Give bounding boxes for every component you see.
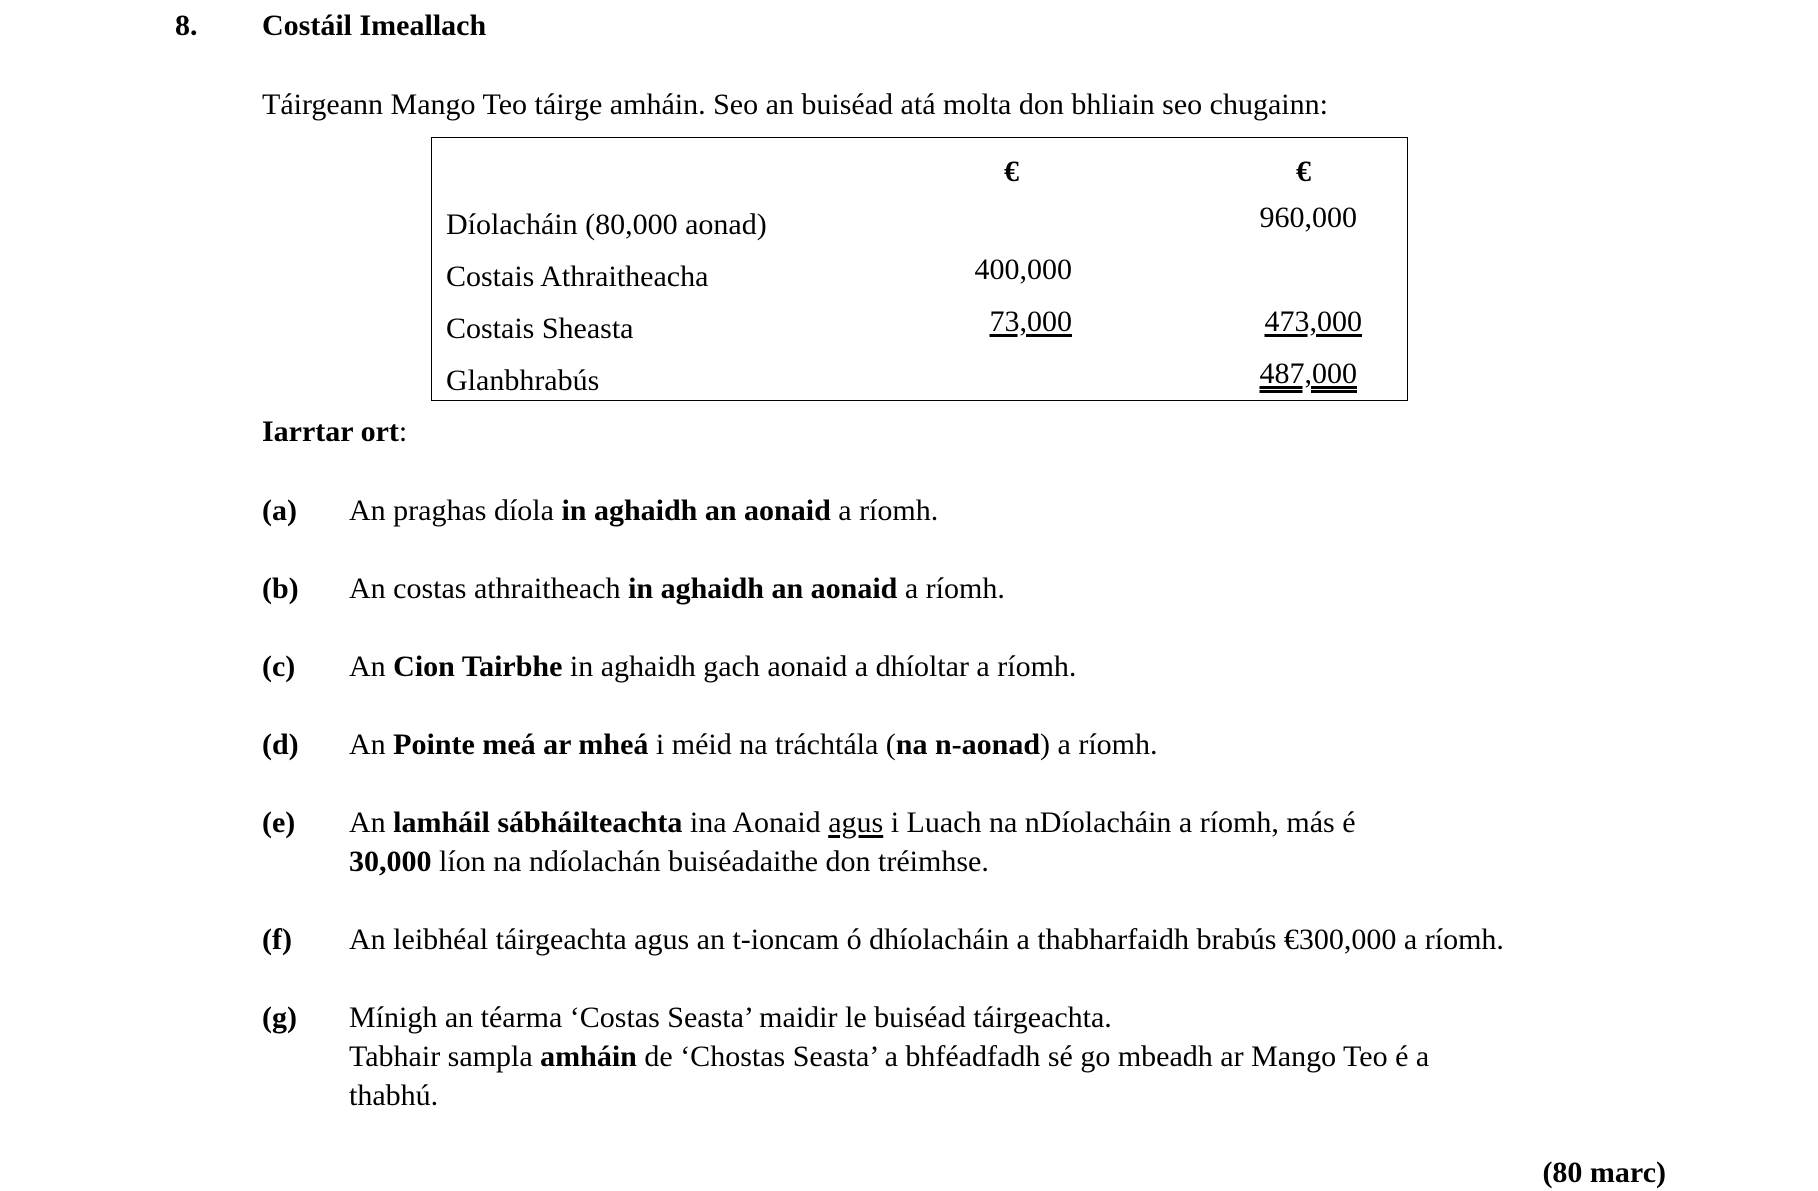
part-e-label: (e): [262, 806, 296, 839]
part-f-text: An leibhéal táirgeachta agus an t-ioncam ó dhíolacháin a thabharfaidh brabús €300,000 a ríomh.: [349, 923, 1504, 956]
currency-header-col1: €: [1004, 155, 1019, 188]
budget-table: [431, 137, 1408, 401]
intro-text: Táirgeann Mango Teo táirge amháin. Seo an buiséad atá molta don bhliain seo chugainn:: [262, 88, 1328, 121]
part-b-label: (b): [262, 572, 299, 605]
row-value-col2: 473,000: [1264, 305, 1362, 338]
part-b-text: An costas athraitheach in aghaidh an aonaid a ríomh.: [349, 572, 1005, 605]
part-g-label: (g): [262, 1001, 297, 1034]
part-f-label: (f): [262, 923, 292, 956]
asked-heading: [262, 414, 407, 450]
part-e-text-line2: 30,000 líon na ndíolachán buiséadaithe don tréimhse.: [349, 845, 989, 878]
row-value-col2: 487,000: [1259, 357, 1357, 390]
part-d-text: An Pointe meá ar mheá i méid na tráchtála (na n-aonad) a ríomh.: [349, 728, 1158, 761]
question-number: 8.: [175, 9, 198, 42]
part-d-label: (d): [262, 728, 299, 761]
asked-bold: Iarrtar ort: [262, 415, 399, 448]
row-value-col1: 400,000: [974, 253, 1072, 286]
row-value-col1: 73,000: [989, 305, 1072, 338]
row-value-col2: 960,000: [1259, 201, 1357, 234]
part-g-text-line3: thabhú.: [349, 1079, 439, 1112]
row-label: Díolacháin (80,000 aonad): [446, 208, 767, 241]
row-label: Glanbhrabús: [446, 364, 600, 397]
asked-colon: :: [398, 415, 408, 448]
part-g-text-line2: Tabhair sampla amháin de ‘Chostas Seasta’ a bhféadfadh sé go mbeadh ar Mango Teo é a: [349, 1040, 1430, 1073]
question-title: Costáil Imeallach: [262, 9, 487, 42]
row-label: Costais Athraitheacha: [446, 260, 709, 293]
part-a-text: An praghas díola in aghaidh an aonaid a ríomh.: [349, 494, 939, 527]
currency-header-col2: €: [1296, 155, 1311, 188]
part-c-label: (c): [262, 650, 296, 683]
part-a-label: (a): [262, 494, 297, 527]
part-g-text-line1: Mínigh an téarma ‘Costas Seasta’ maidir le buiséad táirgeachta.: [349, 1001, 1112, 1034]
part-c-text: An Cion Tairbhe in aghaidh gach aonaid a dhíoltar a ríomh.: [349, 650, 1077, 683]
row-label: Costais Sheasta: [446, 312, 634, 345]
part-e-text-line1: An lamháil sábháilteachta ina Aonaid agus i Luach na nDíolacháin a ríomh, más é: [349, 806, 1356, 839]
marks-total: (80 marc): [1542, 1156, 1666, 1189]
